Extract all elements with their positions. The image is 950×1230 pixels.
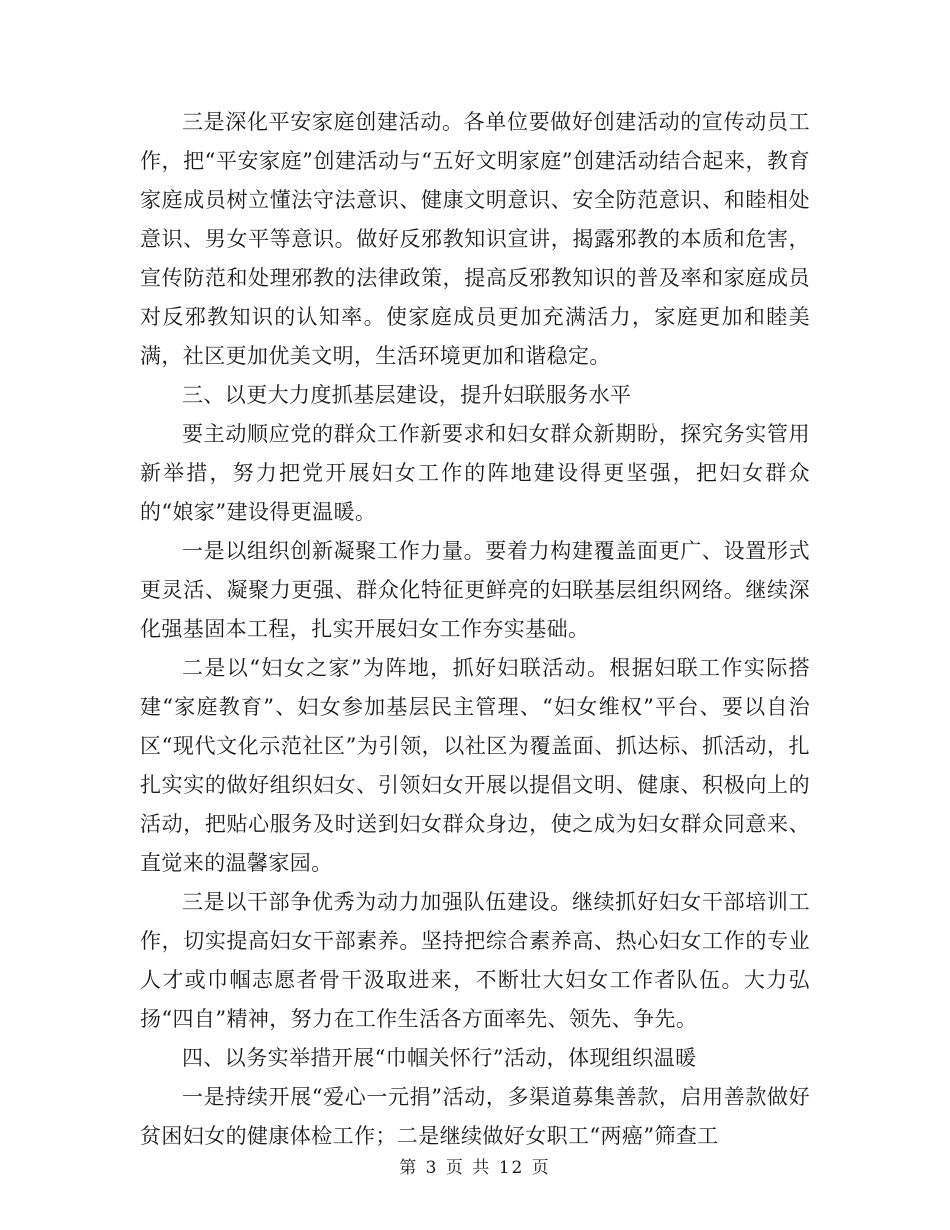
page-number-footer: 第 3 页 共 12 页 <box>399 1158 551 1178</box>
paragraph-safe-family: 三是深化平安家庭创建活动。各单位要做好创建活动的宣传动员工作，把“平安家庭”创建活动与“五好文明家庭”创建活动结合起来，教育家庭成员树立懂法守法意识、健康文明意识、安全防范意识、和睦相处意识、男女平等意识。做好反邪教知识宣讲，揭露邪教的本质和危害，宣传防范和处理邪教的法律政策，提高反邪教知识的普及率和家庭成员对反邪教知识的认知率。使家庭成员更加充满活力，家庭更加和睦美满，社区更加优美文明，生活环境更加和谐稳定。 <box>140 110 810 368</box>
paragraph-womens-home: 二是以“妇女之家”为阵地，抓好妇联活动。根据妇联工作实际搭建“家庭教育”、妇女参加基层民主管理、“妇女维权”平台、要以自治区“现代文化示范社区”为引领，以社区为覆盖面、抓达标、抓活动，扎扎实实的做好组织妇女、引领妇女开展以提倡文明、健康、积极向上的活动，把贴心服务及时送到妇女群众身边，使之成为妇女群众同意来、直觉来的温馨家园。 <box>140 656 810 875</box>
paragraph-charity-donation: 一是持续开展“爱心一元捐”活动，多渠道募集善款，启用善款做好贫困妇女的健康体检工作；二是继续做好女职工“两癌”筛查工 <box>140 1085 810 1148</box>
section-heading-4: 四、以务实举措开展“巾帼关怀行”活动，体现组织温暖 <box>182 1046 697 1070</box>
paragraph-cadre-building: 三是以干部争优秀为动力加强队伍建设。继续抓好妇女干部培训工作，切实提高妇女干部素养。坚持把综合素养高、热心妇女工作的专业人才或巾帼志愿者骨干汲取进来，不断壮大妇女工作者队伍。大力弘扬“四自”精神，努力在工作生活各方面率先、领先、争先。 <box>140 890 810 1031</box>
paragraph-section-3-intro: 要主动顺应党的群众工作新要求和妇女群众新期盼，探究务实管用新举措，努力把党开展妇女工作的阵地建设得更坚强，把妇女群众的“娘家”建设得更温暖。 <box>140 422 810 524</box>
paragraph-organization-innovation: 一是以组织创新凝聚工作力量。要着力构建覆盖面更广、设置形式更灵活、凝聚力更强、群众化特征更鲜亮的妇联基层组织网络。继续深化强基固本工程，扎实开展妇女工作夯实基础。 <box>140 539 810 641</box>
section-heading-3: 三、以更大力度抓基层建设，提升妇联服务水平 <box>182 383 632 407</box>
document-body <box>140 103 810 1156</box>
